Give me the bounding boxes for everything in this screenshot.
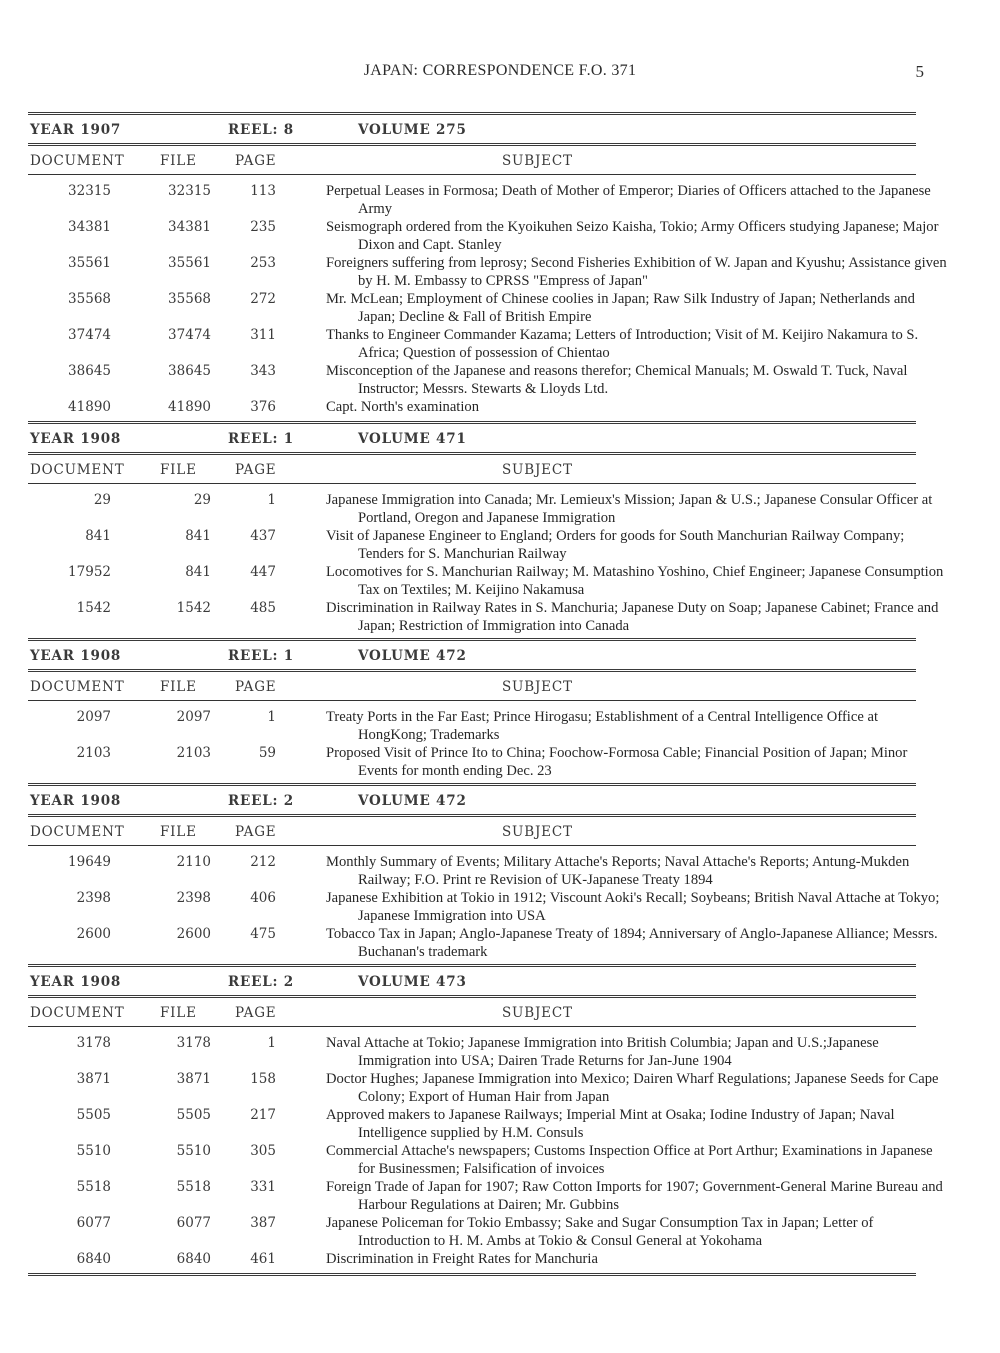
section-reel: REEL: 1 [228, 431, 294, 447]
subject-text: Discrimination in Freight Rates for Manchuria [326, 1251, 598, 1267]
subject-text: Foreign Trade of Japan for 1907; Raw Cotton Imports for 1907; Government-General Marine Bureau and Harbour Regulations at Dairen; Mr. Gubbins [326, 1179, 943, 1213]
section-year: YEAR 1908 [30, 974, 122, 990]
table-row [28, 1067, 939, 1105]
table-row [28, 1103, 916, 1139]
document-number: 19649 [68, 854, 111, 870]
page-number-cell: 1 [267, 1035, 276, 1051]
page-number-cell: 59 [258, 745, 276, 761]
table-row [28, 215, 939, 253]
table-row [28, 1031, 916, 1067]
table-row [28, 359, 916, 395]
subject-text: Misconception of the Japanese and reasons therefor; Chemical Manuals; M. Oswald T. Tuck, Naval Instructor; Messrs. Stewarts & Lloyds Ltd. [326, 363, 908, 397]
document-number: 35568 [68, 291, 111, 307]
file-number: 5510 [176, 1143, 211, 1159]
page-number: 5 [915, 62, 924, 81]
section-volume: VOLUME 275 [358, 122, 467, 138]
subject-text: Monthly Summary of Events; Military Attache's Reports; Naval Attache's Reports; Antung-Mukden Railway; F.O. Print re Revision of UK-Japanese Treaty 1894 [326, 854, 910, 888]
table-row [28, 886, 940, 924]
column-header-document: DOCUMENT [30, 1005, 125, 1021]
file-number: 2097 [176, 709, 211, 725]
subject-text: Discrimination in Railway Rates in S. Manchuria; Japanese Duty on Soap; Japanese Cabinet; France and Japan; Restriction of Immigration into Canada [326, 600, 939, 634]
column-headers [28, 672, 916, 700]
section-year: YEAR 1907 [30, 122, 122, 138]
section-reel: REEL: 8 [228, 122, 294, 138]
section-year: YEAR 1908 [30, 793, 122, 809]
index-table [28, 112, 947, 1276]
table-row [28, 850, 916, 886]
document-number: 3178 [76, 1035, 111, 1051]
column-header-document: DOCUMENT [30, 153, 125, 169]
file-number: 841 [185, 564, 211, 580]
page-number-cell: 406 [250, 890, 276, 906]
subject-text: Japanese Policeman for Tokio Embassy; Sake and Sugar Consumption Tax in Japan; Letter of Introduction to H. M. Ambs at Tokio & Consul General at Yokohama [326, 1215, 874, 1249]
file-number: 2398 [176, 890, 211, 906]
table-row [28, 1247, 916, 1267]
entry-list [28, 1027, 943, 1273]
section-heading [28, 967, 916, 995]
document-number: 5505 [76, 1107, 111, 1123]
table-row [28, 922, 938, 960]
subject-text: Treaty Ports in the Far East; Prince Hirogasu; Establishment of a Central Intelligence Office at HongKong; Trademarks [326, 709, 878, 743]
section-reel: REEL: 2 [228, 974, 294, 990]
column-header-subject: SUBJECT [502, 1005, 573, 1021]
section-year: YEAR 1908 [30, 431, 122, 447]
page-number-cell: 253 [250, 255, 276, 271]
file-number: 38645 [168, 363, 211, 379]
file-number: 29 [193, 492, 211, 508]
column-header-file: FILE [160, 824, 197, 840]
column-header-file: FILE [160, 153, 197, 169]
table-row [28, 560, 944, 598]
file-number: 2110 [176, 854, 211, 870]
entry-list [28, 846, 940, 964]
subject-text: Thanks to Engineer Commander Kazama; Letters of Introduction; Visit of M. Keijiro Nakamura to S. Africa; Question of possession of Chientao [326, 327, 919, 361]
file-number: 3871 [176, 1071, 211, 1087]
column-header-subject: SUBJECT [502, 153, 573, 169]
page-number-cell: 1 [267, 492, 276, 508]
document-number: 35561 [68, 255, 111, 271]
document-number: 29 [93, 492, 111, 508]
table-row [28, 705, 916, 741]
entry-list [28, 175, 947, 421]
section-volume: VOLUME 471 [358, 431, 467, 447]
column-header-subject: SUBJECT [502, 824, 573, 840]
file-number: 41890 [168, 399, 211, 415]
page-number-cell: 305 [250, 1143, 276, 1159]
document-number: 841 [85, 528, 111, 544]
volume-section [28, 112, 947, 421]
table-row [28, 488, 933, 526]
document-number: 34381 [68, 219, 111, 235]
file-number: 1542 [176, 600, 211, 616]
volume-section [28, 638, 916, 783]
volume-section [28, 783, 940, 964]
table-row [28, 1139, 933, 1177]
column-header-file: FILE [160, 1005, 197, 1021]
page-number-cell: 331 [250, 1179, 276, 1195]
page-number-cell: 387 [250, 1215, 276, 1231]
page-number-cell: 272 [250, 291, 276, 307]
volume-section [28, 964, 943, 1276]
section-reel: REEL: 2 [228, 793, 294, 809]
table-row [28, 741, 916, 777]
document-number: 6840 [76, 1251, 111, 1267]
document-number: 38645 [68, 363, 111, 379]
subject-text: Seismograph ordered from the Kyoikuhen Seizo Kaisha, Tokio; Army Officers studying Japanese; Major Dixon and Capt. Stanley [326, 219, 939, 253]
page-number-cell: 217 [250, 1107, 276, 1123]
document-number: 3871 [76, 1071, 111, 1087]
page-number-cell: 1 [267, 709, 276, 725]
table-row [28, 1175, 943, 1213]
column-header-page: PAGE [235, 1005, 277, 1021]
table-row [28, 1211, 916, 1247]
document-number: 32315 [68, 183, 111, 199]
column-headers [28, 817, 916, 845]
column-headers [28, 998, 916, 1026]
file-number: 37474 [168, 327, 211, 343]
section-heading [28, 786, 916, 814]
page-number-cell: 437 [250, 528, 276, 544]
page-number-cell: 376 [250, 399, 276, 415]
page-number-cell: 447 [250, 564, 276, 580]
document-number: 5518 [76, 1179, 111, 1195]
file-number: 2103 [176, 745, 211, 761]
document-number: 2600 [76, 926, 111, 942]
table-row [28, 395, 916, 415]
column-header-page: PAGE [235, 679, 277, 695]
file-number: 34381 [168, 219, 211, 235]
page-number-cell: 485 [250, 600, 276, 616]
subject-text: Locomotives for S. Manchurian Railway; M. Matashino Yoshino, Chief Engineer; Japanese Consumption Tax on Textiles; M. Keijino Nakamusa [326, 564, 944, 598]
document-number: 1542 [76, 600, 111, 616]
table-bottom-rule [28, 1273, 916, 1276]
column-headers [28, 146, 916, 174]
column-header-page: PAGE [235, 824, 277, 840]
subject-text: Approved makers to Japanese Railways; Imperial Mint at Osaka; Iodine Industry of Japan; Naval Intelligence supplied by H.M. Consuls [326, 1107, 895, 1141]
file-number: 841 [185, 528, 211, 544]
page-number-cell: 235 [250, 219, 276, 235]
column-header-document: DOCUMENT [30, 462, 125, 478]
column-header-page: PAGE [235, 462, 277, 478]
page-number-cell: 158 [250, 1071, 276, 1087]
subject-text: Naval Attache at Tokio; Japanese Immigration into British Columbia; Japan and U.S.;Japanese Immigration into USA; Dairen Trade Returns for Jan-June 1904 [326, 1035, 879, 1069]
volume-section [28, 421, 944, 638]
table-row [28, 524, 916, 560]
page-number-cell: 311 [250, 327, 276, 343]
column-header-subject: SUBJECT [502, 462, 573, 478]
file-number: 5518 [176, 1179, 211, 1195]
column-headers [28, 455, 916, 483]
entry-list [28, 701, 916, 783]
subject-text: Mr. McLean; Employment of Chinese coolies in Japan; Raw Silk Industry of Japan; Netherlands and Japan; Decline & Fall of British Empire [326, 291, 915, 325]
table-row [28, 323, 919, 361]
section-volume: VOLUME 472 [358, 648, 467, 664]
document-number: 17952 [68, 564, 111, 580]
section-heading [28, 641, 916, 669]
file-number: 5505 [176, 1107, 211, 1123]
file-number: 35561 [168, 255, 211, 271]
subject-text: Proposed Visit of Prince Ito to China; Foochow-Formosa Cable; Financial Position of Japan; Minor Events for month ending Dec. 23 [326, 745, 908, 779]
section-year: YEAR 1908 [30, 648, 122, 664]
page-number-cell: 113 [250, 183, 276, 199]
subject-text: Tobacco Tax in Japan; Anglo-Japanese Treaty of 1894; Anniversary of Anglo-Japanese Alliance; Messrs. Buchanan's trademark [326, 926, 938, 960]
entry-list [28, 484, 944, 638]
subject-text: Japanese Exhibition at Tokio in 1912; Viscount Aoki's Recall; Soybeans; British Naval Attache at Tokyo; Japanese Immigration into USA [326, 890, 940, 924]
page-number-cell: 212 [250, 854, 276, 870]
file-number: 35568 [168, 291, 211, 307]
file-number: 2600 [176, 926, 211, 942]
section-reel: REEL: 1 [228, 648, 294, 664]
subject-text: Visit of Japanese Engineer to England; Orders for goods for South Manchurian Railway Company; Tenders for S. Manchurian Railway [326, 528, 905, 562]
table-row [28, 287, 916, 323]
subject-text: Capt. North's examination [326, 399, 479, 415]
document-number: 5510 [76, 1143, 111, 1159]
document-number: 6077 [76, 1215, 111, 1231]
page-number-cell: 343 [250, 363, 276, 379]
subject-text: Commercial Attache's newspapers; Customs Inspection Office at Port Arthur; Examinations in Japanese for Businessmen; Falsification of invoices [326, 1143, 933, 1177]
page-title: JAPAN: CORRESPONDENCE F.O. 371 [363, 62, 637, 79]
document-number: 41890 [68, 399, 111, 415]
document-number: 37474 [68, 327, 111, 343]
subject-text: Doctor Hughes; Japanese Immigration into Mexico; Dairen Wharf Regulations; Japanese Seeds for Cape Colony; Export of Human Hair from Japan [326, 1071, 939, 1105]
section-volume: VOLUME 473 [358, 974, 467, 990]
subject-text: Japanese Immigration into Canada; Mr. Lemieux's Mission; Japan & U.S.; Japanese Consular Officer at Portland, Oregon and Japanese Immigration [326, 492, 933, 526]
column-header-document: DOCUMENT [30, 824, 125, 840]
table-row [28, 251, 947, 289]
column-header-page: PAGE [235, 153, 277, 169]
page-number-cell: 475 [250, 926, 276, 942]
section-heading [28, 115, 916, 143]
file-number: 3178 [176, 1035, 211, 1051]
column-header-document: DOCUMENT [30, 679, 125, 695]
subject-text: Perpetual Leases in Formosa; Death of Mother of Emperor; Diaries of Officers attached to the Japanese Army [326, 183, 931, 217]
file-number: 32315 [168, 183, 211, 199]
column-header-subject: SUBJECT [502, 679, 573, 695]
section-volume: VOLUME 472 [358, 793, 467, 809]
page-header [0, 62, 1000, 82]
document-number: 2103 [76, 745, 111, 761]
table-row [28, 179, 931, 217]
document-number: 2398 [76, 890, 111, 906]
column-header-file: FILE [160, 462, 197, 478]
file-number: 6840 [176, 1251, 211, 1267]
table-row [28, 596, 939, 634]
subject-text: Foreigners suffering from leprosy; Second Fisheries Exhibition of W. Japan and Kyushu; Assistance given by H. M. Embassy to CPRSS "Empress of Japan" [326, 255, 947, 289]
file-number: 6077 [176, 1215, 211, 1231]
section-heading [28, 424, 916, 452]
document-number: 2097 [76, 709, 111, 725]
page-number-cell: 461 [250, 1251, 276, 1267]
column-header-file: FILE [160, 679, 197, 695]
